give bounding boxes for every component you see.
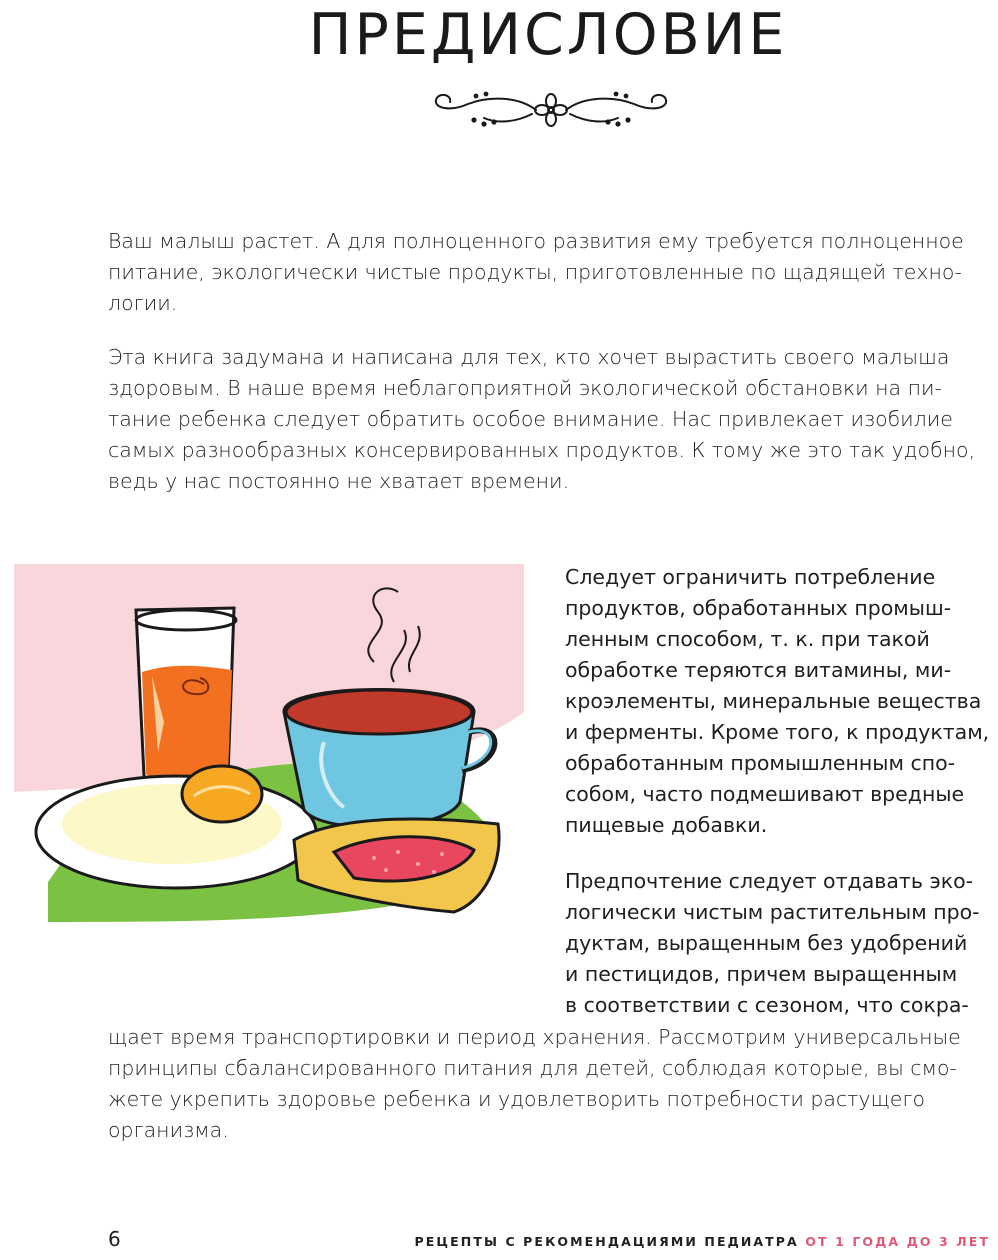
text-line: принципы сбалансированного питания для детей, соблюдая которые, вы смо- [108,1056,957,1080]
text-line: собом, часто подмешивают вредные [565,782,965,806]
flourish-ornament-icon [428,90,674,130]
text-line: кроэлементы, минеральные вещества [565,689,982,713]
page-number: 6 [108,1227,121,1251]
paragraph-purpose: Эта книга задумана и написана для тех, кто хочет вырастить своего малыша здоровым. В наше время неблагоприятной экологической обстановки на пи-тание ребенка следует обратить особое внимание. Нас привлекает изобилие самых разнообразных консервированных продуктов. К тому же это так удобно, ведь у нас постоянно не хватает времени. [108,345,976,493]
paragraph-industrial [565,562,995,841]
page-title: ПРЕДИСЛОВИЕ [308,2,788,68]
text-line: Следует ограничить потребление [565,565,936,589]
text-line: пищевые добавки. [565,813,768,837]
paragraph-preference-continued [108,1022,988,1146]
text-line: Предпочтение следует отдавать эко- [565,869,974,893]
text-line: продуктов, обработанных промыш- [565,596,952,620]
text-line: в соответствии с сезоном, что сокра- [565,993,969,1017]
text-line: дуктам, выращенным без удобрений [565,931,968,955]
running-footer [415,1234,990,1250]
text-line: ленным способом, т. к. при такой [565,627,930,651]
text-line: и пестицидов, причем выращенным [565,962,958,986]
text-line: логически чистым растительным про- [565,900,980,924]
text-line: и ферменты. Кроме того, к продуктам, [565,720,990,744]
text-line: щает время транспортировки и период хранения. Рассмотрим универсальные [108,1025,961,1049]
text-line: обработке теряются витамины, ми- [565,658,952,682]
paragraph-preference [565,866,995,1021]
breakfast-illustration-icon [14,562,524,947]
text-line: организма. [108,1118,229,1142]
paragraph-intro: Ваш малыш растет. А для полноценного развития ему требуется полноценное питание, экологически чистые продукты, приготовленные по щадящей техно-логии. [108,229,964,315]
running-title: РЕЦЕПТЫ С РЕКОМЕНДАЦИЯМИ ПЕДИАТРА [414,1234,799,1249]
running-accent: ОТ 1 ГОДА ДО 3 ЛЕТ [805,1234,990,1249]
text-line: жете укрепить здоровье ребенка и удовлетворить потребности растущего [108,1087,926,1111]
text-line: обработанным промышленным спо- [565,751,956,775]
